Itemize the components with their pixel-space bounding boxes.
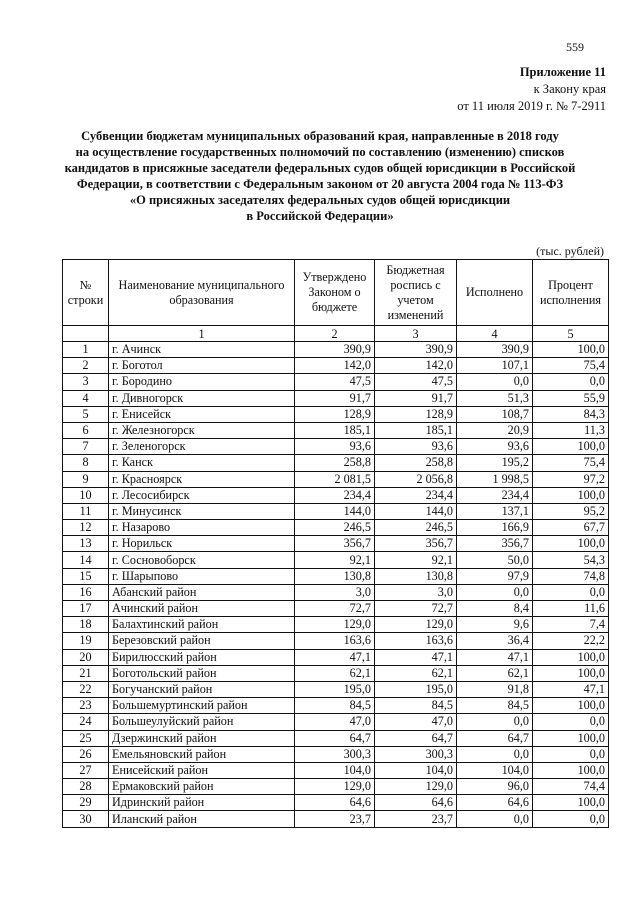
row-number: 7 xyxy=(63,439,109,455)
percent-value: 0,0 xyxy=(533,584,609,600)
approved-value: 47,0 xyxy=(295,714,375,730)
approved-value: 144,0 xyxy=(295,503,375,519)
municipality-name: г. Енисейск xyxy=(109,406,295,422)
percent-value: 100,0 xyxy=(533,730,609,746)
percent-value: 75,4 xyxy=(533,455,609,471)
approved-value: 47,5 xyxy=(295,374,375,390)
budget-list-value: 93,6 xyxy=(375,439,457,455)
budget-list-value: 142,0 xyxy=(375,358,457,374)
table-row xyxy=(63,681,609,697)
budget-list-value: 144,0 xyxy=(375,503,457,519)
municipality-name: г. Дивногорск xyxy=(109,390,295,406)
executed-value: 8,4 xyxy=(457,601,533,617)
budget-list-value: 62,1 xyxy=(375,665,457,681)
table-row xyxy=(63,746,609,762)
header-budget-list: Бюджетная роспись с учетом изменений xyxy=(375,260,457,326)
approved-value: 390,9 xyxy=(295,342,375,358)
executed-value: 137,1 xyxy=(457,503,533,519)
executed-value: 64,6 xyxy=(457,795,533,811)
table-row xyxy=(63,374,609,390)
budget-list-value: 91,7 xyxy=(375,390,457,406)
row-number: 13 xyxy=(63,536,109,552)
budget-list-value: 195,0 xyxy=(375,681,457,697)
municipality-name: г. Железногорск xyxy=(109,422,295,438)
percent-value: 11,3 xyxy=(533,422,609,438)
executed-value: 20,9 xyxy=(457,422,533,438)
table-row xyxy=(63,795,609,811)
executed-value: 91,8 xyxy=(457,681,533,697)
appendix-title: Приложение 11 xyxy=(519,65,606,79)
table-row xyxy=(63,811,609,827)
column-number: 2 xyxy=(295,326,375,342)
percent-value: 75,4 xyxy=(533,358,609,374)
table-row xyxy=(63,762,609,778)
row-number: 20 xyxy=(63,649,109,665)
row-number: 15 xyxy=(63,568,109,584)
table-row xyxy=(63,422,609,438)
executed-value: 107,1 xyxy=(457,358,533,374)
municipality-name: г. Норильск xyxy=(109,536,295,552)
row-number: 11 xyxy=(63,503,109,519)
executed-value: 97,9 xyxy=(457,568,533,584)
table-row xyxy=(63,390,609,406)
row-number: 4 xyxy=(63,390,109,406)
municipality-name: Енисейский район xyxy=(109,762,295,778)
budget-list-value: 129,0 xyxy=(375,617,457,633)
table-row xyxy=(63,503,609,519)
municipality-name: Большемуртинский район xyxy=(109,698,295,714)
heading-line: Субвенции бюджетам муниципальных образований края, направленные в 2018 году xyxy=(81,129,559,143)
percent-value: 67,7 xyxy=(533,520,609,536)
municipality-name: Ачинский район xyxy=(109,601,295,617)
approved-value: 84,5 xyxy=(295,698,375,714)
approved-value: 142,0 xyxy=(295,358,375,374)
approved-value: 23,7 xyxy=(295,811,375,827)
municipality-name: Ермаковский район xyxy=(109,779,295,795)
budget-list-value: 64,7 xyxy=(375,730,457,746)
municipality-name: г. Боготол xyxy=(109,358,295,374)
municipality-name: г. Назарово xyxy=(109,520,295,536)
subsidies-table xyxy=(62,259,609,828)
approved-value: 246,5 xyxy=(295,520,375,536)
executed-value: 0,0 xyxy=(457,374,533,390)
row-number: 16 xyxy=(63,584,109,600)
executed-value: 195,2 xyxy=(457,455,533,471)
percent-value: 74,4 xyxy=(533,779,609,795)
table-row xyxy=(63,665,609,681)
percent-value: 100,0 xyxy=(533,795,609,811)
percent-value: 0,0 xyxy=(533,811,609,827)
municipality-name: г. Лесосибирск xyxy=(109,487,295,503)
row-number: 24 xyxy=(63,714,109,730)
approved-value: 258,8 xyxy=(295,455,375,471)
table-row xyxy=(63,455,609,471)
percent-value: 54,3 xyxy=(533,552,609,568)
heading-line: Федерации, в соответствии с Федеральным законом от 20 августа 2004 года № 113-ФЗ xyxy=(76,177,564,191)
approved-value: 2 081,5 xyxy=(295,471,375,487)
row-number: 2 xyxy=(63,358,109,374)
percent-value: 47,1 xyxy=(533,681,609,697)
table-row xyxy=(63,617,609,633)
budget-list-value: 246,5 xyxy=(375,520,457,536)
row-number: 23 xyxy=(63,698,109,714)
approved-value: 64,7 xyxy=(295,730,375,746)
table-row xyxy=(63,633,609,649)
executed-value: 93,6 xyxy=(457,439,533,455)
row-number: 19 xyxy=(63,633,109,649)
row-number: 29 xyxy=(63,795,109,811)
percent-value: 100,0 xyxy=(533,698,609,714)
municipality-name: г. Канск xyxy=(109,455,295,471)
table-row xyxy=(63,649,609,665)
municipality-name: Березовский район xyxy=(109,633,295,649)
heading-line: кандидатов в присяжные заседатели федеральных судов общей юрисдикции в Российской xyxy=(64,161,576,175)
table-row xyxy=(63,487,609,503)
percent-value: 97,2 xyxy=(533,471,609,487)
budget-list-value: 47,5 xyxy=(375,374,457,390)
row-number: 14 xyxy=(63,552,109,568)
budget-list-value: 356,7 xyxy=(375,536,457,552)
municipality-name: Абанский район xyxy=(109,584,295,600)
header-municipality: Наименование муниципального образования xyxy=(109,260,295,326)
executed-value: 84,5 xyxy=(457,698,533,714)
executed-value: 96,0 xyxy=(457,779,533,795)
approved-value: 128,9 xyxy=(295,406,375,422)
municipality-name: Емельяновский район xyxy=(109,746,295,762)
approved-value: 163,6 xyxy=(295,633,375,649)
percent-value: 100,0 xyxy=(533,487,609,503)
column-number: 1 xyxy=(109,326,295,342)
row-number: 28 xyxy=(63,779,109,795)
budget-list-value: 84,5 xyxy=(375,698,457,714)
approved-value: 356,7 xyxy=(295,536,375,552)
table-header-row xyxy=(63,260,609,326)
approved-value: 72,7 xyxy=(295,601,375,617)
table-row xyxy=(63,520,609,536)
table-body xyxy=(63,342,609,828)
approved-value: 3,0 xyxy=(295,584,375,600)
executed-value: 9,6 xyxy=(457,617,533,633)
budget-list-value: 129,0 xyxy=(375,779,457,795)
percent-value: 74,8 xyxy=(533,568,609,584)
row-number: 10 xyxy=(63,487,109,503)
approved-value: 91,7 xyxy=(295,390,375,406)
executed-value: 166,9 xyxy=(457,520,533,536)
row-number: 25 xyxy=(63,730,109,746)
budget-list-value: 185,1 xyxy=(375,422,457,438)
executed-value: 62,1 xyxy=(457,665,533,681)
approved-value: 64,6 xyxy=(295,795,375,811)
executed-value: 51,3 xyxy=(457,390,533,406)
municipality-name: г. Минусинск xyxy=(109,503,295,519)
budget-list-value: 390,9 xyxy=(375,342,457,358)
budget-list-value: 72,7 xyxy=(375,601,457,617)
municipality-name: Дзержинский район xyxy=(109,730,295,746)
executed-value: 0,0 xyxy=(457,584,533,600)
appendix-law-ref: к Закону края xyxy=(533,82,606,96)
row-number: 5 xyxy=(63,406,109,422)
percent-value: 0,0 xyxy=(533,714,609,730)
row-number: 17 xyxy=(63,601,109,617)
table-row xyxy=(63,730,609,746)
executed-value: 64,7 xyxy=(457,730,533,746)
municipality-name: Бирилюсский район xyxy=(109,649,295,665)
budget-list-value: 3,0 xyxy=(375,584,457,600)
budget-list-value: 128,9 xyxy=(375,406,457,422)
row-number: 1 xyxy=(63,342,109,358)
municipality-name: г. Бородино xyxy=(109,374,295,390)
table-row xyxy=(63,779,609,795)
approved-value: 92,1 xyxy=(295,552,375,568)
budget-list-value: 47,0 xyxy=(375,714,457,730)
column-number: 5 xyxy=(533,326,609,342)
heading-line: на осуществление государственных полномочий по составлению (изменению) списков xyxy=(75,145,565,159)
table-row xyxy=(63,406,609,422)
column-number: 4 xyxy=(457,326,533,342)
budget-list-value: 64,6 xyxy=(375,795,457,811)
approved-value: 104,0 xyxy=(295,762,375,778)
row-number: 3 xyxy=(63,374,109,390)
executed-value: 0,0 xyxy=(457,746,533,762)
municipality-name: Иланский район xyxy=(109,811,295,827)
budget-list-value: 2 056,8 xyxy=(375,471,457,487)
executed-value: 104,0 xyxy=(457,762,533,778)
page-number: 559 xyxy=(566,40,584,54)
table-row xyxy=(63,714,609,730)
approved-value: 129,0 xyxy=(295,617,375,633)
municipality-name: Балахтинский район xyxy=(109,617,295,633)
executed-value: 50,0 xyxy=(457,552,533,568)
document-heading xyxy=(60,128,580,224)
budget-list-value: 104,0 xyxy=(375,762,457,778)
municipality-name: г. Красноярск xyxy=(109,471,295,487)
table-row xyxy=(63,601,609,617)
column-number: 3 xyxy=(375,326,457,342)
budget-list-value: 258,8 xyxy=(375,455,457,471)
executed-value: 1 998,5 xyxy=(457,471,533,487)
table-row xyxy=(63,698,609,714)
percent-value: 100,0 xyxy=(533,536,609,552)
executed-value: 234,4 xyxy=(457,487,533,503)
row-number: 9 xyxy=(63,471,109,487)
approved-value: 129,0 xyxy=(295,779,375,795)
table-column-numbers xyxy=(63,326,609,342)
appendix-block xyxy=(457,64,606,115)
row-number: 27 xyxy=(63,762,109,778)
municipality-name: Боготольский район xyxy=(109,665,295,681)
executed-value: 0,0 xyxy=(457,811,533,827)
approved-value: 62,1 xyxy=(295,665,375,681)
header-executed: Исполнено xyxy=(457,260,533,326)
municipality-name: Большеулуйский район xyxy=(109,714,295,730)
percent-value: 100,0 xyxy=(533,439,609,455)
percent-value: 95,2 xyxy=(533,503,609,519)
municipality-name: г. Сосновоборск xyxy=(109,552,295,568)
table-row xyxy=(63,568,609,584)
heading-line: в Российской Федерации» xyxy=(246,209,394,223)
percent-value: 100,0 xyxy=(533,762,609,778)
budget-list-value: 47,1 xyxy=(375,649,457,665)
executed-value: 108,7 xyxy=(457,406,533,422)
municipality-name: г. Шарыпово xyxy=(109,568,295,584)
budget-list-value: 234,4 xyxy=(375,487,457,503)
executed-value: 0,0 xyxy=(457,714,533,730)
row-number: 12 xyxy=(63,520,109,536)
row-number: 18 xyxy=(63,617,109,633)
municipality-name: г. Зеленогорск xyxy=(109,439,295,455)
units-label: (тыс. рублей) xyxy=(536,244,604,258)
table-row xyxy=(63,536,609,552)
executed-value: 356,7 xyxy=(457,536,533,552)
budget-list-value: 163,6 xyxy=(375,633,457,649)
header-percent: Процент исполнения xyxy=(533,260,609,326)
column-number xyxy=(63,326,109,342)
executed-value: 47,1 xyxy=(457,649,533,665)
table-row xyxy=(63,584,609,600)
approved-value: 93,6 xyxy=(295,439,375,455)
executed-value: 390,9 xyxy=(457,342,533,358)
approved-value: 234,4 xyxy=(295,487,375,503)
table-row xyxy=(63,471,609,487)
row-number: 21 xyxy=(63,665,109,681)
municipality-name: Идринский район xyxy=(109,795,295,811)
table-row xyxy=(63,439,609,455)
approved-value: 195,0 xyxy=(295,681,375,697)
municipality-name: г. Ачинск xyxy=(109,342,295,358)
percent-value: 100,0 xyxy=(533,342,609,358)
budget-list-value: 92,1 xyxy=(375,552,457,568)
percent-value: 100,0 xyxy=(533,665,609,681)
percent-value: 0,0 xyxy=(533,746,609,762)
heading-line: «О присяжных заседателях федеральных судов общей юрисдикции xyxy=(129,193,511,207)
municipality-name: Богучанский район xyxy=(109,681,295,697)
row-number: 30 xyxy=(63,811,109,827)
row-number: 6 xyxy=(63,422,109,438)
row-number: 26 xyxy=(63,746,109,762)
row-number: 8 xyxy=(63,455,109,471)
row-number: 22 xyxy=(63,681,109,697)
header-row-number: № строки xyxy=(63,260,109,326)
budget-list-value: 130,8 xyxy=(375,568,457,584)
percent-value: 100,0 xyxy=(533,649,609,665)
budget-list-value: 23,7 xyxy=(375,811,457,827)
percent-value: 22,2 xyxy=(533,633,609,649)
header-approved: Утверждено Законом о бюджете xyxy=(295,260,375,326)
executed-value: 36,4 xyxy=(457,633,533,649)
percent-value: 55,9 xyxy=(533,390,609,406)
approved-value: 47,1 xyxy=(295,649,375,665)
table-row xyxy=(63,342,609,358)
table-row xyxy=(63,552,609,568)
approved-value: 130,8 xyxy=(295,568,375,584)
table-row xyxy=(63,358,609,374)
percent-value: 84,3 xyxy=(533,406,609,422)
approved-value: 185,1 xyxy=(295,422,375,438)
percent-value: 0,0 xyxy=(533,374,609,390)
approved-value: 300,3 xyxy=(295,746,375,762)
appendix-law-date: от 11 июля 2019 г. № 7-2911 xyxy=(457,99,606,113)
percent-value: 11,6 xyxy=(533,601,609,617)
budget-list-value: 300,3 xyxy=(375,746,457,762)
percent-value: 7,4 xyxy=(533,617,609,633)
